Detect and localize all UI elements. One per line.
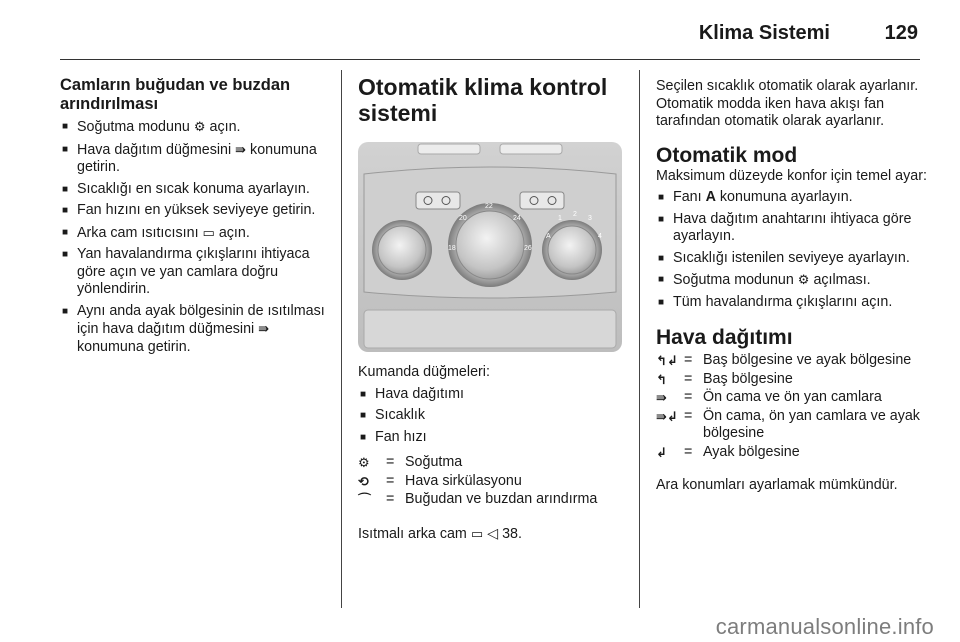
windscreen-icon: ⇛: [235, 141, 247, 157]
head-icon: ↰: [656, 371, 667, 387]
definition-row: ⌒ = Buğudan ve buzdan arındırma: [358, 491, 598, 507]
rear-window-heater-icon: ▭: [470, 525, 484, 541]
defrost-icon: ⌒: [358, 492, 372, 507]
air-distribution-heading: Hava dağıtımı: [656, 326, 793, 349]
panel-label: 22: [485, 203, 493, 210]
panel-label: 26: [524, 245, 532, 252]
auto-mode-intro: Maksimum düzeyde konfor için temel ayar:: [656, 167, 927, 184]
panel-label: 2: [573, 211, 577, 218]
definition-row: ⇛↲ = Ön cama, ön yan camlara ve ayak bölgesine: [656, 407, 920, 441]
windscreen-icon: ⇛: [656, 390, 667, 405]
defrost-heading: Camların buğudan ve buzdan arındırılması: [60, 76, 291, 113]
list-item: ■ Yan havalandırma çıkışlarını ihtiyaca göre açın ve yan camlara doğru yönlendirin.: [60, 246, 330, 299]
intermediate-positions-note: Ara konumları ayarlamak mümkündür.: [656, 477, 898, 493]
windscreen-footwell-icon: ⇛: [258, 321, 270, 336]
definition-row: ⟲ = Hava sirkülasyonu: [358, 472, 522, 489]
page-ref-icon: ◁: [487, 525, 499, 542]
column-divider-1: [341, 70, 342, 608]
column-2: [358, 70, 626, 543]
list-item: ■ Fan hızı: [358, 429, 626, 447]
air-distribution-definitions: [656, 352, 928, 461]
column-divider-2: [639, 70, 640, 608]
list-item: ■ Hava dağıtım düğmesini ⇛ konumuna getirin.: [60, 141, 330, 177]
list-item: ■ Sıcaklığı en sıcak konuma ayarlayın.: [60, 181, 330, 199]
cooling-icon: ⚙: [358, 455, 370, 470]
page-header: [60, 18, 920, 62]
head-footwell-icon: ↰↲: [656, 353, 678, 368]
panel-label: 24: [513, 215, 521, 222]
definition-row: ↲ = Ayak bölgesine: [656, 443, 800, 460]
panel-label: 3: [588, 215, 592, 222]
windscreen-footwell-icon: ⇛↲: [656, 408, 678, 424]
list-item: ■ Fanı A konumuna ayarlayın.: [656, 189, 928, 207]
rear-window-heater-note: Isıtmalı arka cam ▭ ◁ 38.: [358, 525, 522, 542]
auto-mode-steps: [656, 189, 928, 311]
page-ref[interactable]: 38.: [502, 525, 522, 542]
list-item: ■ Aynı anda ayak bölgesinin de ısıtılması için hava dağıtım düğmesini ⇛ konumuna getirin.: [60, 303, 330, 357]
defrost-steps: [60, 118, 330, 356]
cooling-icon: ⚙: [193, 119, 206, 134]
auto-mode-heading: Otomatik mod: [656, 143, 798, 167]
watermark: carmanualsonline.info: [715, 614, 934, 639]
header-divider: [60, 59, 920, 60]
column-1: [60, 70, 330, 356]
list-item: ■ Arka cam ısıtıcısını ▭ açın.: [60, 224, 330, 243]
rear-window-heater-icon: ▭: [202, 224, 215, 240]
list-item: ■ Sıcaklığı istenilen seviyeye ayarlayın.: [656, 250, 928, 268]
list-item: ■ Fan hızını en yüksek seviyeye getirin.: [60, 202, 330, 220]
recirculation-icon: ⟲: [358, 473, 369, 489]
list-item: ■ Tüm havalandırma çıkışlarını açın.: [656, 294, 928, 312]
auto-climate-heading: Otomatik klima kontrol sistemi: [358, 74, 608, 126]
definition-row: ↰ = Baş bölgesine: [656, 370, 793, 387]
list-item: ■ Sıcaklık: [358, 407, 626, 425]
definition-row: ⚙ = Soğutma: [358, 454, 463, 470]
definition-row: ⇛ = Ön cama ve ön yan camlara: [656, 389, 882, 405]
panel-label: A: [546, 233, 551, 240]
climate-control-panel-illustration: [358, 142, 622, 352]
list-item: ■ Soğutma modunu ⚙ açın.: [60, 118, 330, 137]
panel-label: 18: [448, 245, 456, 252]
column-3: [656, 70, 928, 495]
list-item: ■ Hava dağıtım anahtarını ihtiyaca göre ayarlayın.: [656, 211, 928, 246]
list-item: ■ Soğutma modunun ⚙ açılması.: [656, 271, 928, 290]
symbol-definitions: [358, 454, 626, 509]
footwell-icon: ↲: [656, 444, 667, 460]
page-number: 129: [884, 22, 918, 44]
panel-label: 20: [459, 215, 467, 222]
header-title: Klima Sistemi: [698, 22, 830, 44]
panel-label: 4: [598, 233, 602, 240]
definition-row: ↰↲ = Baş bölgesine ve ayak bölgesine: [656, 352, 912, 368]
list-item: ■ Hava dağıtımı: [358, 386, 626, 404]
fan-auto-letter: A: [705, 189, 716, 205]
auto-intro-paragraph: Seçilen sıcaklık otomatik olarak ayarlanır. Otomatik modda iken hava akışı fan tarafından otomatik olarak ayarlanır.: [656, 78, 919, 129]
panel-label: 1: [558, 215, 562, 222]
cooling-icon: ⚙: [797, 272, 810, 287]
controls-intro: Kumanda düğmeleri:: [358, 364, 490, 380]
controls-list: [358, 386, 626, 447]
